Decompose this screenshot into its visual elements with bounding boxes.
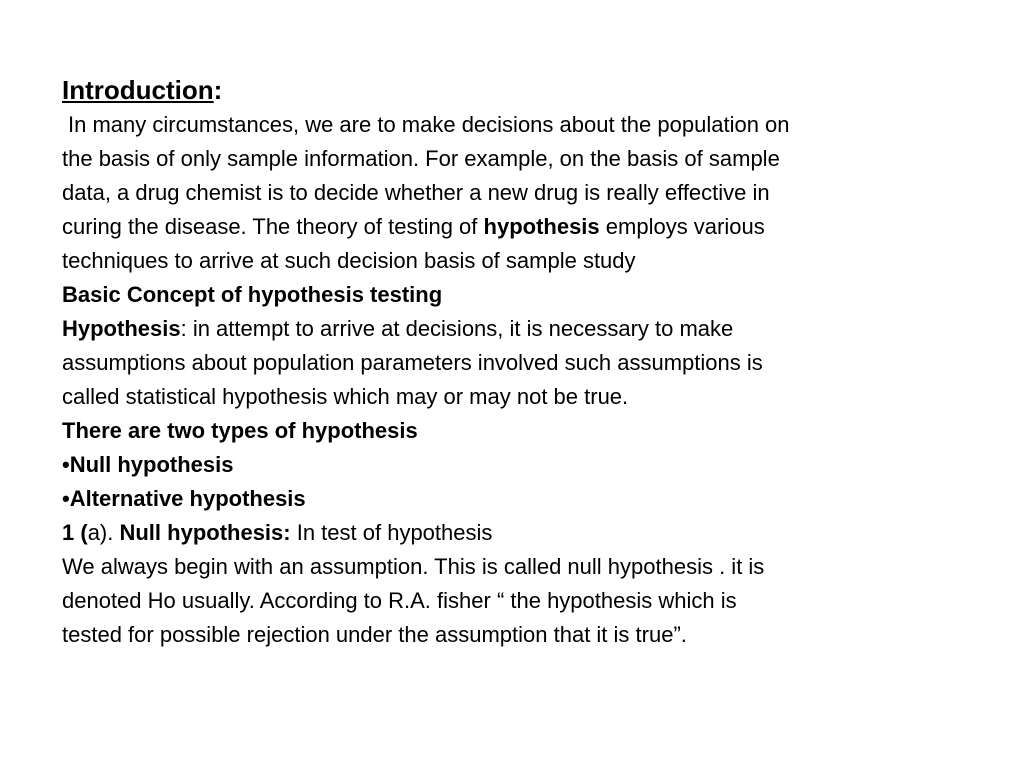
null-hypothesis-heading: [62, 516, 962, 550]
intro-line-4: [62, 210, 962, 244]
null-num-plain: a).: [87, 520, 120, 545]
slide-content: [62, 72, 962, 652]
hypothesis-def-rest: : in attempt to arrive at decisions, it is necessary to make: [180, 316, 734, 341]
intro-line-5: techniques to arrive at such decision basis of sample study: [62, 248, 636, 273]
basic-concept-heading: [62, 278, 962, 312]
types-item-alternative: [62, 482, 962, 516]
types-item-null: [62, 448, 962, 482]
null-num-bold: 1 (: [62, 520, 88, 545]
title-text: Introduction: [62, 75, 214, 105]
types-heading: [62, 414, 962, 448]
null-line-1: We always begin with an assumption. This is called null hypothesis . it is: [62, 554, 765, 579]
types-item-null-text: •Null hypothesis: [62, 452, 234, 477]
hypothesis-term: Hypothesis: [62, 316, 181, 341]
types-heading-text: There are two types of hypothesis: [62, 418, 418, 443]
intro-line-3: data, a drug chemist is to decide whether a new drug is really effective in: [62, 180, 770, 205]
hypothesis-def-line-2: assumptions about population parameters involved such assumptions is: [62, 350, 763, 375]
hypothesis-def-line-1: [62, 312, 962, 346]
null-label-rest: In test of hypothesis: [290, 520, 493, 545]
intro-paragraph: [62, 108, 962, 278]
basic-concept-section: [62, 278, 962, 414]
types-section: [62, 414, 962, 516]
intro-line-2: the basis of only sample information. For example, on the basis of sample: [62, 146, 780, 171]
title-colon: :: [213, 75, 223, 105]
intro-line-1: In many circumstances, we are to make decisions about the population on: [68, 112, 790, 137]
basic-concept-heading-text: Basic Concept of hypothesis testing: [62, 282, 443, 307]
null-label-bold: Null hypothesis:: [119, 520, 291, 545]
hypothesis-def-line-3: called statistical hypothesis which may or may not be true.: [62, 384, 629, 409]
types-item-alternative-text: •Alternative hypothesis: [62, 486, 306, 511]
intro-line-4-after: employs various: [599, 214, 765, 239]
null-hypothesis-section: [62, 516, 962, 652]
intro-line-4-before: curing the disease. The theory of testing of: [62, 214, 484, 239]
slide-title: [62, 72, 962, 108]
null-line-2: denoted Ho usually. According to R.A. fisher “ the hypothesis which is: [62, 588, 737, 613]
null-line-3: tested for possible rejection under the assumption that it is true”.: [62, 622, 687, 647]
intro-line-4-bold: hypothesis: [483, 214, 600, 239]
